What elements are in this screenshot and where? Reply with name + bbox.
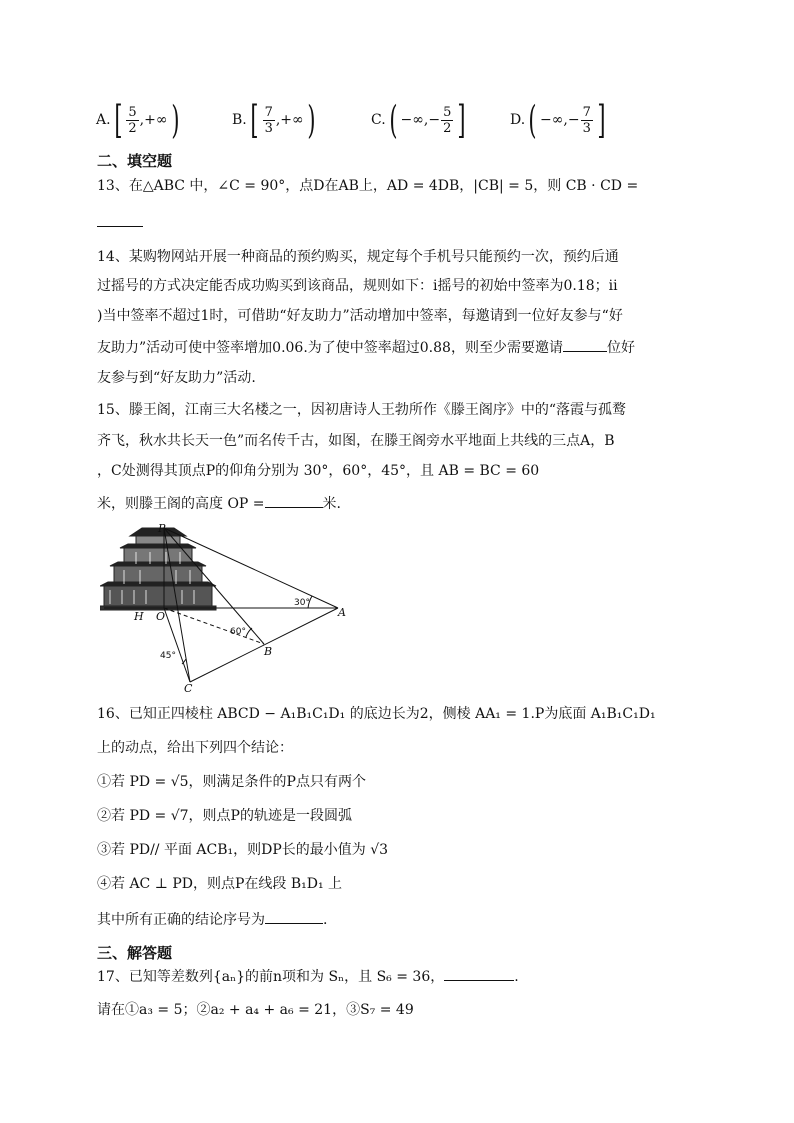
choice-head: −∞,− [400, 112, 441, 128]
angle-45-label: 45° [160, 651, 176, 661]
q16-line7-text: 其中所有正确的结论序号为 [97, 912, 265, 928]
q15-line4-tail: 米. [322, 496, 341, 512]
label-a: A [338, 606, 346, 619]
fraction [126, 105, 138, 136]
line-oc [164, 608, 190, 682]
bracket: [ [250, 98, 259, 142]
q15-line4 [97, 493, 341, 514]
label-b: B [264, 645, 273, 658]
choice-tail: ,+∞ [275, 112, 304, 128]
answer-blank [265, 909, 323, 924]
q14-line4-text: 友助力”活动可使中签率增加0.06.为了使中签率超过0.88，则至少需要邀请 [97, 340, 563, 356]
choice-letter: B. [232, 112, 247, 128]
bracket: ( [528, 98, 537, 142]
numerator: 7 [582, 104, 591, 120]
label-o: O [156, 610, 166, 623]
pavilion-figure [100, 524, 350, 699]
q13-line1: 13、在△ABC 中，∠C = 90°，点D在AB上，AD = 4DB，|CB| = 5，则 CB · CD = [97, 178, 639, 194]
q17-line1-text: 17、已知等差数列{aₙ}的前n项和为 Sₙ，且 S₆ = 36， [97, 969, 445, 985]
choice-head: −∞,− [540, 112, 580, 128]
bracket: ( [389, 98, 398, 142]
section-fill-in: 二、填空题 [97, 152, 173, 170]
q17-line2: 请在①a₃ = 5；②a₂ + a₄ + a₆ = 21，③S₇ = 49 [97, 1002, 414, 1018]
q16-line7: 其中所有正确的结论序号为 . [97, 909, 327, 930]
section-answer: 三、解答题 [97, 944, 173, 962]
q15-line2: 齐飞，秋水共长天一色”而名传千古，如图，在滕王阁旁水平地面上共线的三点A，B [97, 433, 615, 449]
q14-line5: 友参与到“好友助力”活动. [97, 370, 256, 386]
q16-statement-3: ③若 PD// 平面 ACB₁，则DP长的最小值为 √3 [97, 842, 389, 858]
bracket: ] [457, 98, 466, 142]
q17-line1: 17、已知等差数列{aₙ}的前n项和为 Sₙ，且 S₆ = 36， . [97, 966, 519, 987]
label-h: H [134, 610, 144, 623]
choice-a [96, 100, 182, 140]
bracket: ] [597, 98, 606, 142]
answer-blank [563, 337, 607, 352]
q14-line4 [97, 337, 635, 358]
choice-c [371, 100, 469, 140]
q15-line1: 15、滕王阁，江南三大名楼之一，因初唐诗人王勃所作《滕王阁序》中的“落霞与孤鹜 [97, 402, 626, 418]
pavilion-building [100, 528, 216, 610]
q15-line4-text: 米，则滕王阁的高度 OP = [97, 496, 265, 512]
angle-30-label: 30° [294, 598, 310, 608]
fraction [581, 105, 593, 136]
choice-letter: A. [96, 112, 111, 128]
numerator: 7 [264, 104, 273, 120]
choice-d [510, 100, 609, 140]
numerator: 5 [443, 104, 452, 120]
q16-statement-1: ①若 PD = √5，则满足条件的P点只有两个 [97, 774, 366, 790]
denominator: 2 [128, 120, 137, 136]
bracket: ) [307, 98, 316, 142]
label-p: P [158, 524, 166, 535]
angle-arc-b [246, 628, 252, 637]
bracket: ) [170, 98, 180, 142]
fraction [263, 105, 275, 136]
label-c: C [184, 682, 193, 695]
q16-line2: 上的动点，给出下列四个结论： [97, 740, 293, 756]
q16-statement-4: ④若 AC ⊥ PD，则点P在线段 B₁D₁ 上 [97, 876, 343, 892]
denominator: 2 [443, 120, 452, 136]
choice-tail: ,+∞ [139, 112, 168, 128]
q14-line2: 过摇号的方式决定能否成功购买到该商品，规则如下：ⅰ摇号的初始中签率为0.18；ⅱ [97, 278, 618, 294]
answer-blank [444, 966, 514, 981]
q13-answer-blank [97, 212, 143, 233]
bracket: [ [113, 98, 123, 142]
choice-letter: C. [371, 112, 386, 128]
q15-line3: ，C处测得其顶点P的仰角分别为 30°，60°，45°，且 AB = BC = 60 [97, 463, 540, 479]
choice-b [232, 100, 319, 140]
angle-60-label: 60° [230, 627, 246, 637]
answer-blank [265, 493, 323, 508]
q14-line3: )当中签率不超过1时，可借助“好友助力”活动增加中签率，每邀请到一位好友参与“好 [97, 308, 623, 324]
fraction [441, 105, 453, 136]
q14-line4-tail: 位好 [606, 340, 635, 356]
q16-line1: 16、已知正四棱柱 ABCD − A₁B₁C₁D₁ 的底边长为2，侧棱 AA₁ = 1.P为底面 A₁B₁C₁D₁ [97, 706, 656, 722]
q14-line1: 14、某购物网站开展一种商品的预约购买，规定每个手机号只能预约一次，预约后通 [97, 249, 619, 265]
q16-statement-2: ②若 PD = √7，则点P的轨迹是一段圆弧 [97, 808, 352, 824]
denominator: 3 [264, 120, 273, 136]
choice-letter: D. [510, 112, 526, 128]
denominator: 3 [582, 120, 591, 136]
numerator: 5 [128, 104, 137, 120]
